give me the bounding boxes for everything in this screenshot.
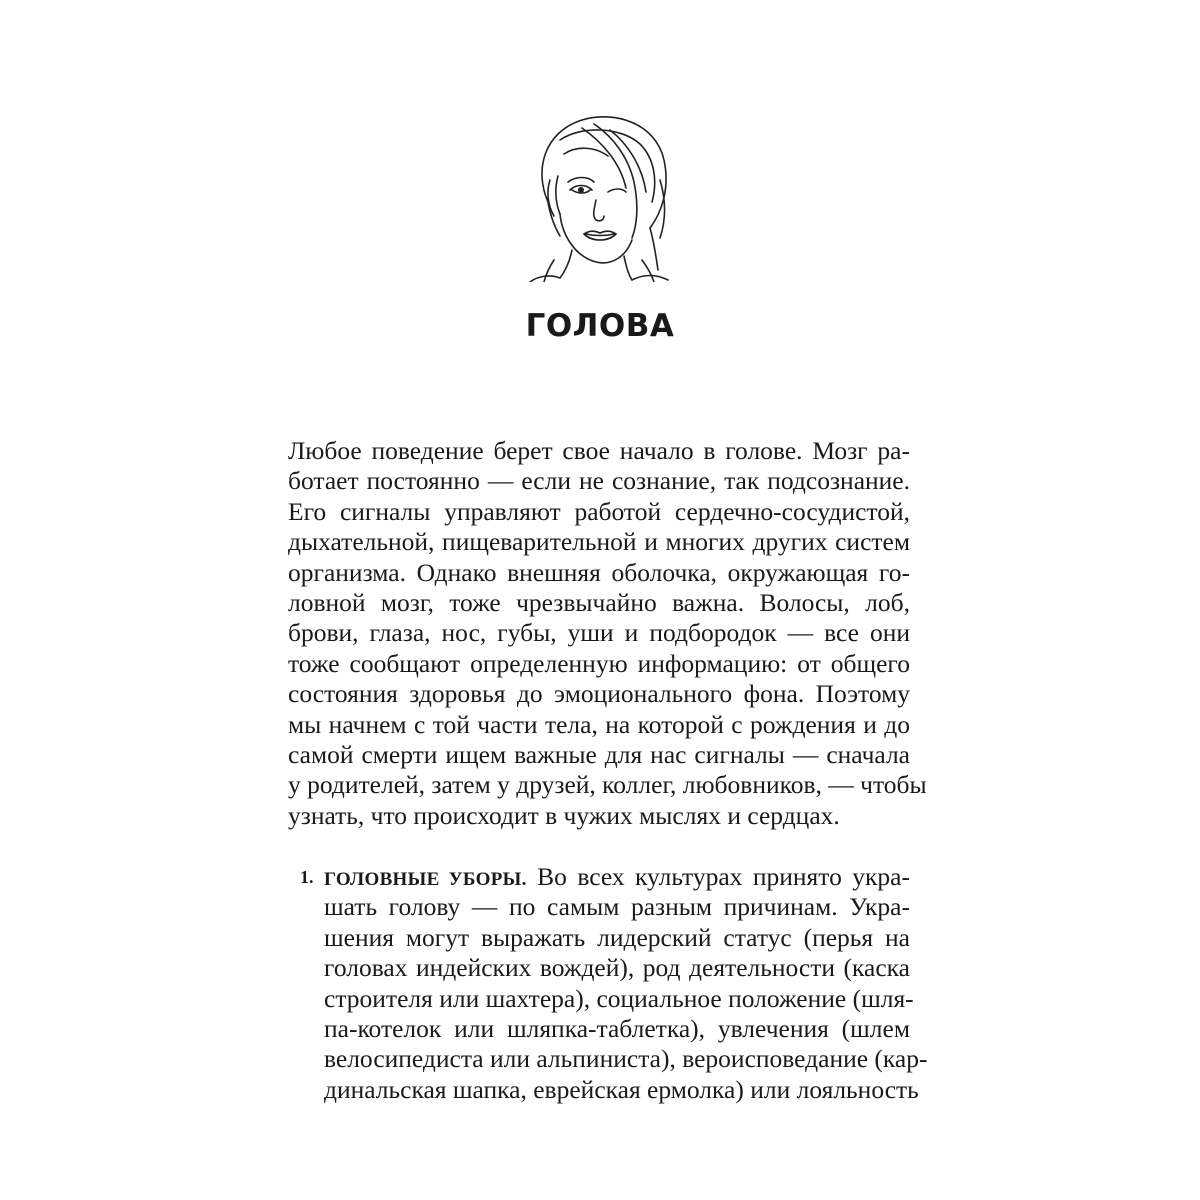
list-item-number: 1.	[300, 867, 314, 887]
list-item-heading: ГОЛОВНЫЕ УБОРЫ.	[324, 869, 527, 890]
intro-paragraph	[288, 436, 927, 831]
chapter-title: ГОЛОВА	[525, 308, 675, 344]
text-line: у родителей, затем у друзей, коллег, любовников, — чтобы	[288, 770, 927, 800]
text-line: дыхательной, пищеварительной и многих других систем	[288, 527, 910, 557]
text-line: узнать, что происходит в чужих мыслях и сердцах.	[288, 800, 840, 830]
text-line: па-котелок или шляпка-таблетка), увлечения (шлем	[324, 1013, 910, 1043]
text-line: шения могут выражать лидерский статус (перья на	[324, 922, 910, 952]
woman-face-illustration-icon	[524, 110, 674, 282]
text-line: брови, глаза, нос, губы, уши и подбородок — все они	[288, 618, 910, 648]
list-item	[324, 862, 928, 1105]
text-line-fragment: Во всех культурах принято укра-	[537, 862, 910, 891]
text-line: Любое поведение берет свое начало в голове. Мозг ра-	[288, 436, 910, 465]
text-line: Его сигналы управляют работой сердечно-сосудистой,	[288, 496, 910, 526]
text-line: мы начнем с той части тела, на которой с рождения и до	[288, 709, 910, 739]
text-line: тоже сообщают определенную информацию: от общего	[288, 648, 910, 678]
text-line: самой смерти ищем важные для нас сигналы — сначала	[288, 739, 910, 769]
text-line: динальская шапка, еврейская ермолка) или лояльность	[324, 1074, 919, 1104]
list-item-first-line	[324, 862, 910, 892]
text-line: организма. Однако внешняя оболочка, окружающая го-	[288, 557, 910, 587]
text-line: шать голову — по самым разным причинам. Укра-	[324, 892, 910, 922]
text-line: состояния здоровья до эмоционального фона. Поэтому	[288, 679, 910, 709]
text-line: велосипедиста или альпиниста), вероисповедание (кар-	[324, 1044, 928, 1074]
text-line: ботает постоянно — если не сознание, так подсознание.	[288, 466, 910, 496]
text-line: строителя или шахтера), социальное положение (шля-	[324, 983, 914, 1013]
text-line: ловной мозг, тоже чрезвычайно важна. Волосы, лоб,	[288, 587, 910, 617]
text-line: головах индейских вождей), род деятельности (каска	[324, 953, 910, 983]
